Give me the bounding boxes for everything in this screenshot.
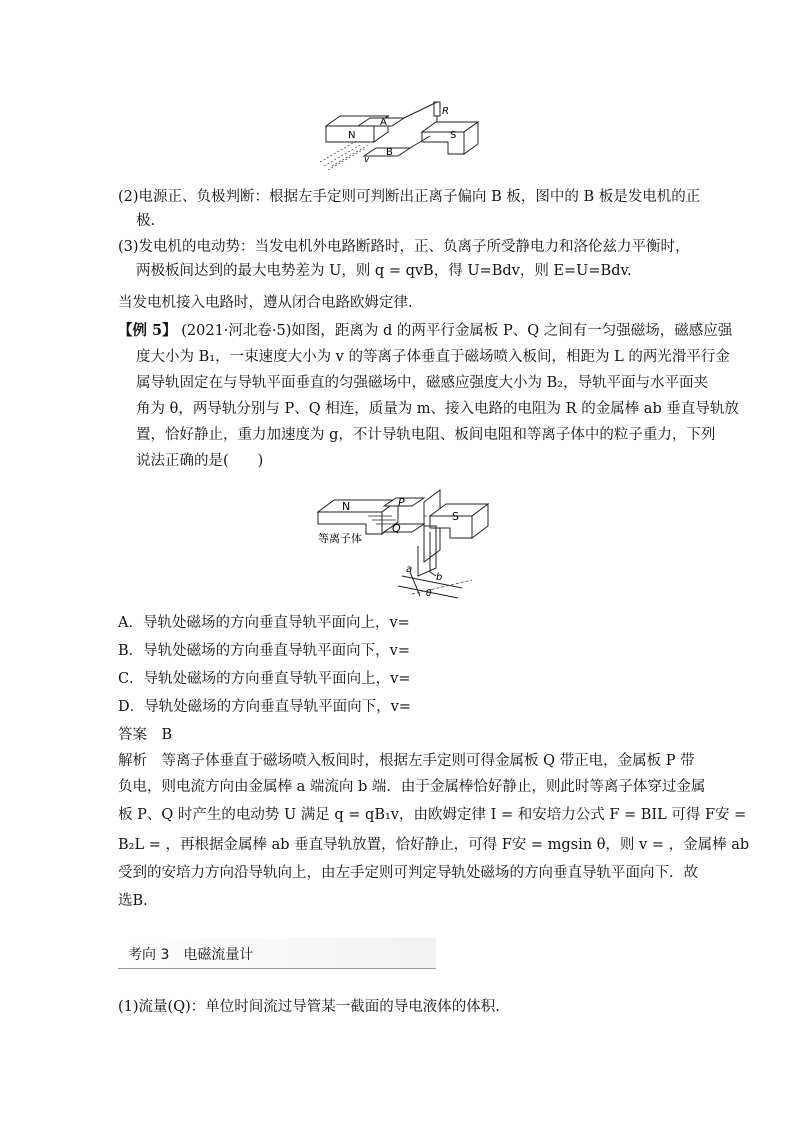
section-header xyxy=(118,938,436,969)
fig2-label-plasma: 等离子体 xyxy=(318,532,362,545)
fig2-label-s: S xyxy=(452,510,459,523)
example-line-6: 说法正确的是( ) xyxy=(136,453,264,469)
answer: 答案 B xyxy=(118,727,173,743)
example-line-4: 角为 θ，两导轨分别与 P、Q 相连，质量为 m、接入电路的电阻为 R 的金属棒 ab 垂直导轨放 xyxy=(136,401,739,417)
analysis-line-1: 解析 等离子体垂直于磁场喷入板间时，根据左手定则可得金属板 Q 带正电，金属板 P 带 xyxy=(118,753,695,769)
example-line-3: 属导轨固定在与导轨平面垂直的匀强磁场中，磁感应强度大小为 B₂，导轨平面与水平面夹 xyxy=(136,375,709,391)
analysis-line-4: B₂L = ，再根据金属棒 ab 垂直导轨放置，恰好静止，可得 F安 = mgsin θ，则 v = ，金属棒 ab xyxy=(118,837,750,853)
figure-plasma-rails xyxy=(312,476,492,602)
fig2-label-a: a xyxy=(406,564,413,575)
example-line-5: 置，恰好静止，重力加速度为 g，不计导轨电阻、板间电阻和等离子体中的粒子重力，下列 xyxy=(136,427,716,443)
example-line-2: 度大小为 B₁，一束速度大小为 v 的等离子体垂直于磁场喷入板间，相距为 L 的两光滑平行金 xyxy=(136,349,730,365)
example-tag: 【例 5】 xyxy=(118,322,177,339)
option-b: B．导轨处磁场的方向垂直导轨平面向下，v= xyxy=(118,643,410,659)
fig2-label-p: P xyxy=(398,496,405,509)
section-title: 考向 3 电磁流量计 xyxy=(128,947,254,963)
fig1-label-r: R xyxy=(442,106,449,117)
fig2-label-b: b xyxy=(436,572,443,583)
option-c: C．导轨处磁场的方向垂直导轨平面向上，v= xyxy=(118,671,411,687)
paragraph-3-line-2: 两极板间达到的最大电势差为 U，则 q = qvB，得 U=Bdv，则 E=U=Bdv. xyxy=(136,263,632,279)
paragraph-3-line-1: (3)发电机的电动势：当发电机外电路断路时，正、负离子所受静电力和洛伦兹力平衡时， xyxy=(118,239,690,255)
option-a: A．导轨处磁场的方向垂直导轨平面向上，v= xyxy=(118,615,410,631)
example-line-1 xyxy=(118,320,732,342)
example-text-1: (2021·河北卷·5)如图，距离为 d 的两平行金属板 P、Q 之间有一匀强磁场，磁感应强 xyxy=(176,323,733,339)
paragraph-2-line-2: 极. xyxy=(136,213,156,229)
analysis-line-3: 板 P、Q 时产生的电动势 U 满足 q = qB₁v，由欧姆定律 I = 和安培力公式 F = BIL 可得 F安 = xyxy=(118,807,747,823)
analysis-line-5: 受到的安培力方向沿导轨向上，由左手定则可判定导轨处磁场的方向垂直导轨平面向下．故 xyxy=(118,865,698,881)
fig1-label-s: S xyxy=(450,130,457,141)
figure-mhd-generator xyxy=(318,96,488,170)
fig1-label-b: B xyxy=(386,147,393,158)
fig1-label-n: N xyxy=(348,130,356,141)
fig2-label-n: N xyxy=(342,500,351,513)
analysis-line-6: 选B. xyxy=(118,893,148,909)
fig2-label-q: Q xyxy=(392,522,401,535)
fig1-label-a: A xyxy=(380,117,387,128)
fig1-label-v: v xyxy=(364,155,370,165)
paragraph-ohm: 当发电机接入电路时，遵从闭合电路欧姆定律. xyxy=(118,295,413,311)
option-d: D．导轨处磁场的方向垂直导轨平面向下，v= xyxy=(118,699,411,715)
analysis-line-2: 负电，则电流方向由金属棒 a 端流向 b 端．由于金属棒恰好静止，则此时等离子体穿过金属 xyxy=(118,779,706,795)
paragraph-2-line-1: (2)电源正、负极判断：根据左手定则可判断出正离子偏向 B 板，图中的 B 板是发电机的正 xyxy=(118,189,701,205)
fig2-label-theta: θ xyxy=(426,589,432,599)
paragraph-flow-definition: (1)流量(Q)：单位时间流过导管某一截面的导电液体的体积. xyxy=(118,999,500,1015)
